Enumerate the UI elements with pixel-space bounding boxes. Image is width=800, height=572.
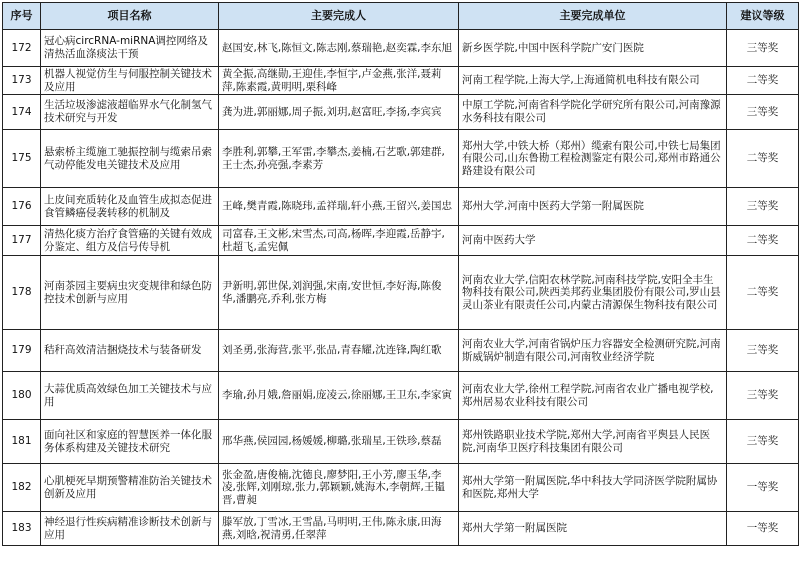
header-units: 主要完成单位 — [459, 3, 727, 30]
header-people: 主要完成人 — [219, 3, 459, 30]
project-name: 神经退行性疾病精准诊断技术创新与应用 — [44, 515, 212, 541]
main-units: 新乡医学院,中国中医科学院广安门医院 — [462, 41, 644, 54]
project-name: 生活垃圾渗滤液超临界水气化制氢气技术研究与开发 — [44, 99, 212, 124]
project-name: 大蒜优质高效绿色加工关键技术与应用 — [44, 382, 212, 408]
project-name: 秸秆高效清洁捆烧技术与装备研发 — [44, 344, 202, 357]
main-units: 郑州大学第一附属医院,华中科技大学同济医学院附属协和医院,郑州大学 — [462, 474, 718, 500]
table-row — [3, 512, 799, 546]
grade: 二等奖 — [727, 226, 799, 256]
row-num: 178 — [3, 256, 41, 330]
main-people: 李瑜,孙月娥,詹丽娟,庞凌云,徐丽娜,王卫东,李家寅 — [222, 389, 453, 402]
row-num: 181 — [3, 420, 41, 464]
project-name: 面向社区和家庭的智慧医养一体化服务体系构建及关键技术研究 — [44, 428, 212, 454]
header-project-name: 项目名称 — [41, 3, 219, 30]
table-row — [3, 464, 799, 512]
main-units: 郑州大学,河南中医药大学第一附属医院 — [462, 200, 644, 213]
grade: 三等奖 — [727, 30, 799, 67]
main-people: 滕军放,丁雪冰,王雪晶,马明明,王伟,陈永康,田海燕,刘晗,祝清勇,任翠萍 — [222, 515, 442, 541]
row-num: 173 — [3, 67, 41, 95]
project-name: 清热化痰方治疗食管癌的关键有效成分鉴定、组方及信号传导机 — [44, 227, 212, 253]
header-num: 序号 — [3, 3, 41, 30]
main-units: 河南工程学院,上海大学,上海通简机电科技有限公司 — [462, 74, 700, 87]
main-people: 李胜利,郭攀,王军雷,李攀杰,姜楠,石艺歌,郭建群,王士杰,孙亮强,李素芳 — [222, 145, 445, 171]
table-row — [3, 67, 799, 95]
grade: 三等奖 — [727, 188, 799, 226]
main-units: 郑州大学第一附属医院 — [462, 522, 567, 535]
awards-table — [2, 2, 799, 546]
main-units: 河南中医药大学 — [462, 234, 536, 247]
project-name: 河南茶园主要病虫灾变规律和绿色防控技术创新与应用 — [44, 279, 212, 305]
main-units: 郑州铁路职业技术学院,郑州大学,河南省平舆县人民医院,河南华卫医疗科技集团有限公司 — [462, 428, 711, 454]
row-num: 180 — [3, 372, 41, 420]
main-people: 刘圣勇,张海营,张平,张品,青春耀,沈连锋,陶红歌 — [222, 344, 442, 357]
table-row — [3, 30, 799, 67]
main-people: 张金盈,唐俊楠,沈德良,廖梦阳,王小芳,廖玉华,李凌,张辉,刘刚琼,张力,郭颖颖,姚海木,李朝辉,王韫晋,曹昶 — [222, 468, 445, 506]
main-units: 中原工学院,河南省科学院化学研究所有限公司,河南豫源水务科技有限公司 — [462, 99, 721, 124]
grade: 三等奖 — [727, 372, 799, 420]
main-units: 河南农业大学,信阳农林学院,河南科技学院,安阳全丰生物科技有限公司,陕西美邦药业集团股份有限公司,罗山县灵山茶业有限责任公司,内蒙古清源保生物科技有限公司 — [462, 273, 721, 311]
grade: 二等奖 — [727, 67, 799, 95]
row-num: 174 — [3, 95, 41, 130]
row-num: 177 — [3, 226, 41, 256]
header-row — [3, 3, 799, 30]
table-row — [3, 330, 799, 372]
grade: 一等奖 — [727, 464, 799, 512]
table-row — [3, 420, 799, 464]
table-row — [3, 226, 799, 256]
main-people: 赵国安,林飞,陈恒文,陈志刚,蔡瑞艳,赵奕霖,李东旭 — [222, 41, 453, 54]
main-people: 邢华燕,侯园园,杨媛媛,柳璐,张瑞星,王铁珍,蔡磊 — [222, 435, 442, 448]
table-row — [3, 256, 799, 330]
header-grade: 建议等级 — [727, 3, 799, 30]
project-name: 上皮间充质转化及血管生成拟态促进食管鳞癌侵袭转移的机制及 — [44, 193, 212, 219]
main-people: 司富春,王文彬,宋雪杰,司高,杨晖,李迎霞,岳静宇,杜超飞,孟宪佩 — [222, 227, 445, 253]
main-people: 王峰,樊青霞,陈晓玮,孟祥瑞,轩小燕,王留兴,姜国忠 — [222, 200, 453, 213]
main-units: 郑州大学,中铁大桥（郑州）缆索有限公司,中铁七局集团有限公司,山东鲁勘工程检测鉴定有限公司,郑州市路通公路建设有限公司 — [462, 139, 721, 177]
grade: 一等奖 — [727, 512, 799, 546]
row-num: 176 — [3, 188, 41, 226]
grade: 三等奖 — [727, 330, 799, 372]
main-units: 河南农业大学,河南省锅炉压力容器安全检测研究院,河南斯威锅炉制造有限公司,河南牧业经济学院 — [462, 337, 721, 363]
table-row — [3, 372, 799, 420]
row-num: 172 — [3, 30, 41, 67]
main-people: 黄全振,高继勋,王迎佳,李恒宇,卢金燕,张洋,聂莉萍,陈素霞,黄明明,栗科峰 — [222, 67, 442, 93]
grade: 三等奖 — [727, 420, 799, 464]
main-units: 河南农业大学,徐州工程学院,河南省农业广播电视学校,郑州居易农业科技有限公司 — [462, 382, 714, 408]
table-row — [3, 130, 799, 188]
grade: 二等奖 — [727, 256, 799, 330]
project-name: 心肌梗死早期预警精准防治关键技术创新及应用 — [44, 474, 212, 500]
grade: 三等奖 — [727, 95, 799, 130]
table-row — [3, 95, 799, 130]
project-name: 悬索桥主缆施工驰振控制与缆索吊索气动停能发电关键技术及应用 — [44, 145, 212, 171]
project-name: 机器人视觉仿生与伺服控制关键技术及应用 — [44, 67, 212, 93]
main-people: 尹新明,郭世保,刘润强,宋南,安世恒,李好海,陈俊华,潘鹏亮,乔利,张方梅 — [222, 279, 442, 305]
row-num: 175 — [3, 130, 41, 188]
grade: 二等奖 — [727, 130, 799, 188]
row-num: 183 — [3, 512, 41, 546]
project-name: 冠心病circRNA-miRNA调控网络及清热活血涤痰法干预 — [44, 35, 208, 60]
table-row — [3, 188, 799, 226]
row-num: 182 — [3, 464, 41, 512]
main-people: 龚为进,郭丽娜,周子振,刘玥,赵富旺,李扬,李宾宾 — [222, 105, 442, 118]
row-num: 179 — [3, 330, 41, 372]
